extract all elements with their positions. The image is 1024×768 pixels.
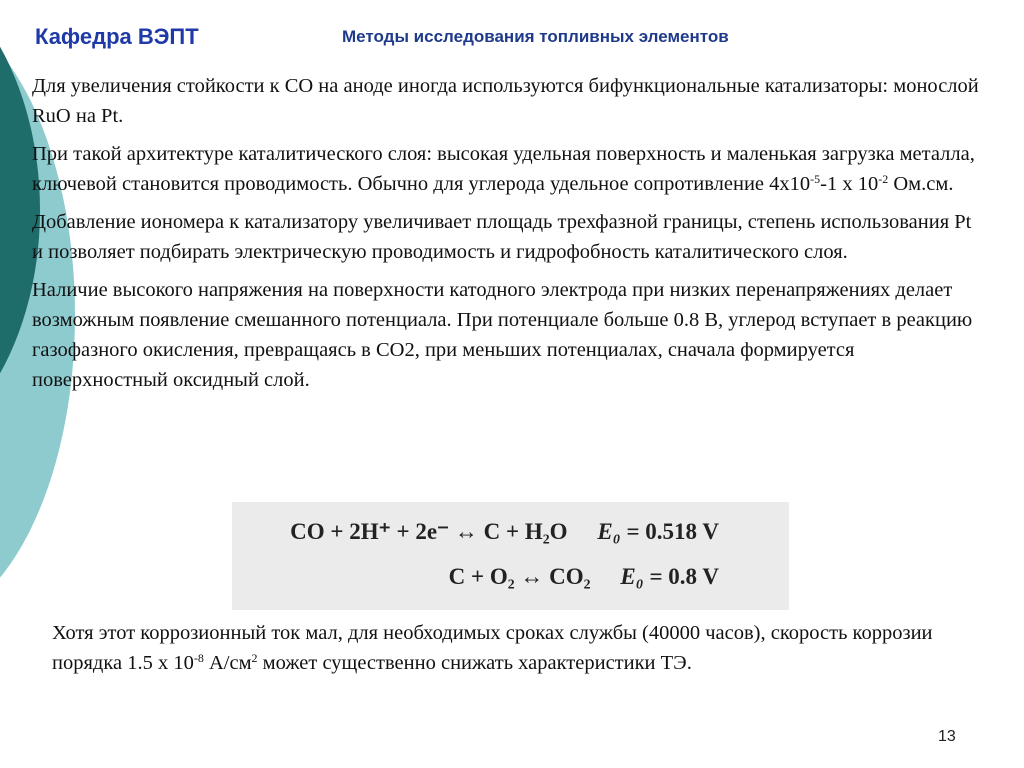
equation-2 xyxy=(449,564,719,590)
equation-1-reaction: CO + 2H⁺ + 2e⁻ ↔ C + H₂O xyxy=(290,519,568,544)
slide-title: Методы исследования топливных элементов xyxy=(342,27,729,46)
paragraph-2-text-a: При такой архитектуре каталитического слоя: высокая удельная поверхность и маленькая загрузка металла, ключевой становится проводимость. Обычно для углерода удельное сопротивление 4x10 xyxy=(32,143,975,195)
paragraph-3: Добавление иономера к катализатору увеличивает площадь трехфазной границы, степень использования Pt и позволяет подбирать электрическую проводимость и гидрофобность каталитического слоя. xyxy=(32,211,972,263)
equation-1 xyxy=(290,519,719,545)
bottom-paragraph xyxy=(52,618,972,678)
equation-image xyxy=(232,502,789,610)
paragraph-1: Для увеличения стойкости к CO на аноде иногда используются бифункциональные катализаторы: монослой RuO на Pt. xyxy=(32,75,979,127)
department-label: Кафедра ВЭПТ xyxy=(35,24,199,49)
paragraph-4: Наличие высокого напряжения на поверхности катодного электрода при низких перенапряжениях делает возможным появление смешанного потенциала. При потенциале больше 0.8 В, углерод вступает в реакцию газофазного окисления, превращаясь в CO2, при меньших потенциалах, сначала формируется поверхностный оксидный слой. xyxy=(32,279,973,391)
equation-2-reaction: C + O₂ ↔ CO₂ xyxy=(448,564,591,589)
slide-content xyxy=(32,71,982,403)
bottom-text-b: А/см xyxy=(203,652,252,674)
page-number: 13 xyxy=(938,728,956,745)
paragraph-2-sup-1: -5 xyxy=(810,172,821,186)
paragraph-2-text-b: -1 x 10 xyxy=(820,173,879,195)
paragraph-2-text-c: Ом.см. xyxy=(888,173,954,195)
bottom-text-a: Хотя этот коррозионный ток мал, для необходимых сроках службы (40000 часов), скорость коррозии порядка 1.5 x 10 xyxy=(52,622,933,674)
bottom-sup-1: -8 xyxy=(193,651,204,665)
paragraph-2 xyxy=(32,139,982,199)
bottom-text-c: может существенно снижать характеристики ТЭ. xyxy=(257,652,692,674)
equation-2-e0-label: E₀ xyxy=(620,564,644,589)
equation-1-e0-value: = 0.518 V xyxy=(626,519,719,544)
slide-header xyxy=(0,24,1024,54)
bottom-sup-2: 2 xyxy=(251,651,258,665)
equation-1-e0-label: E₀ xyxy=(597,519,621,544)
paragraph-2-sup-2: -2 xyxy=(878,172,889,186)
equation-2-e0-value: = 0.8 V xyxy=(649,564,719,589)
